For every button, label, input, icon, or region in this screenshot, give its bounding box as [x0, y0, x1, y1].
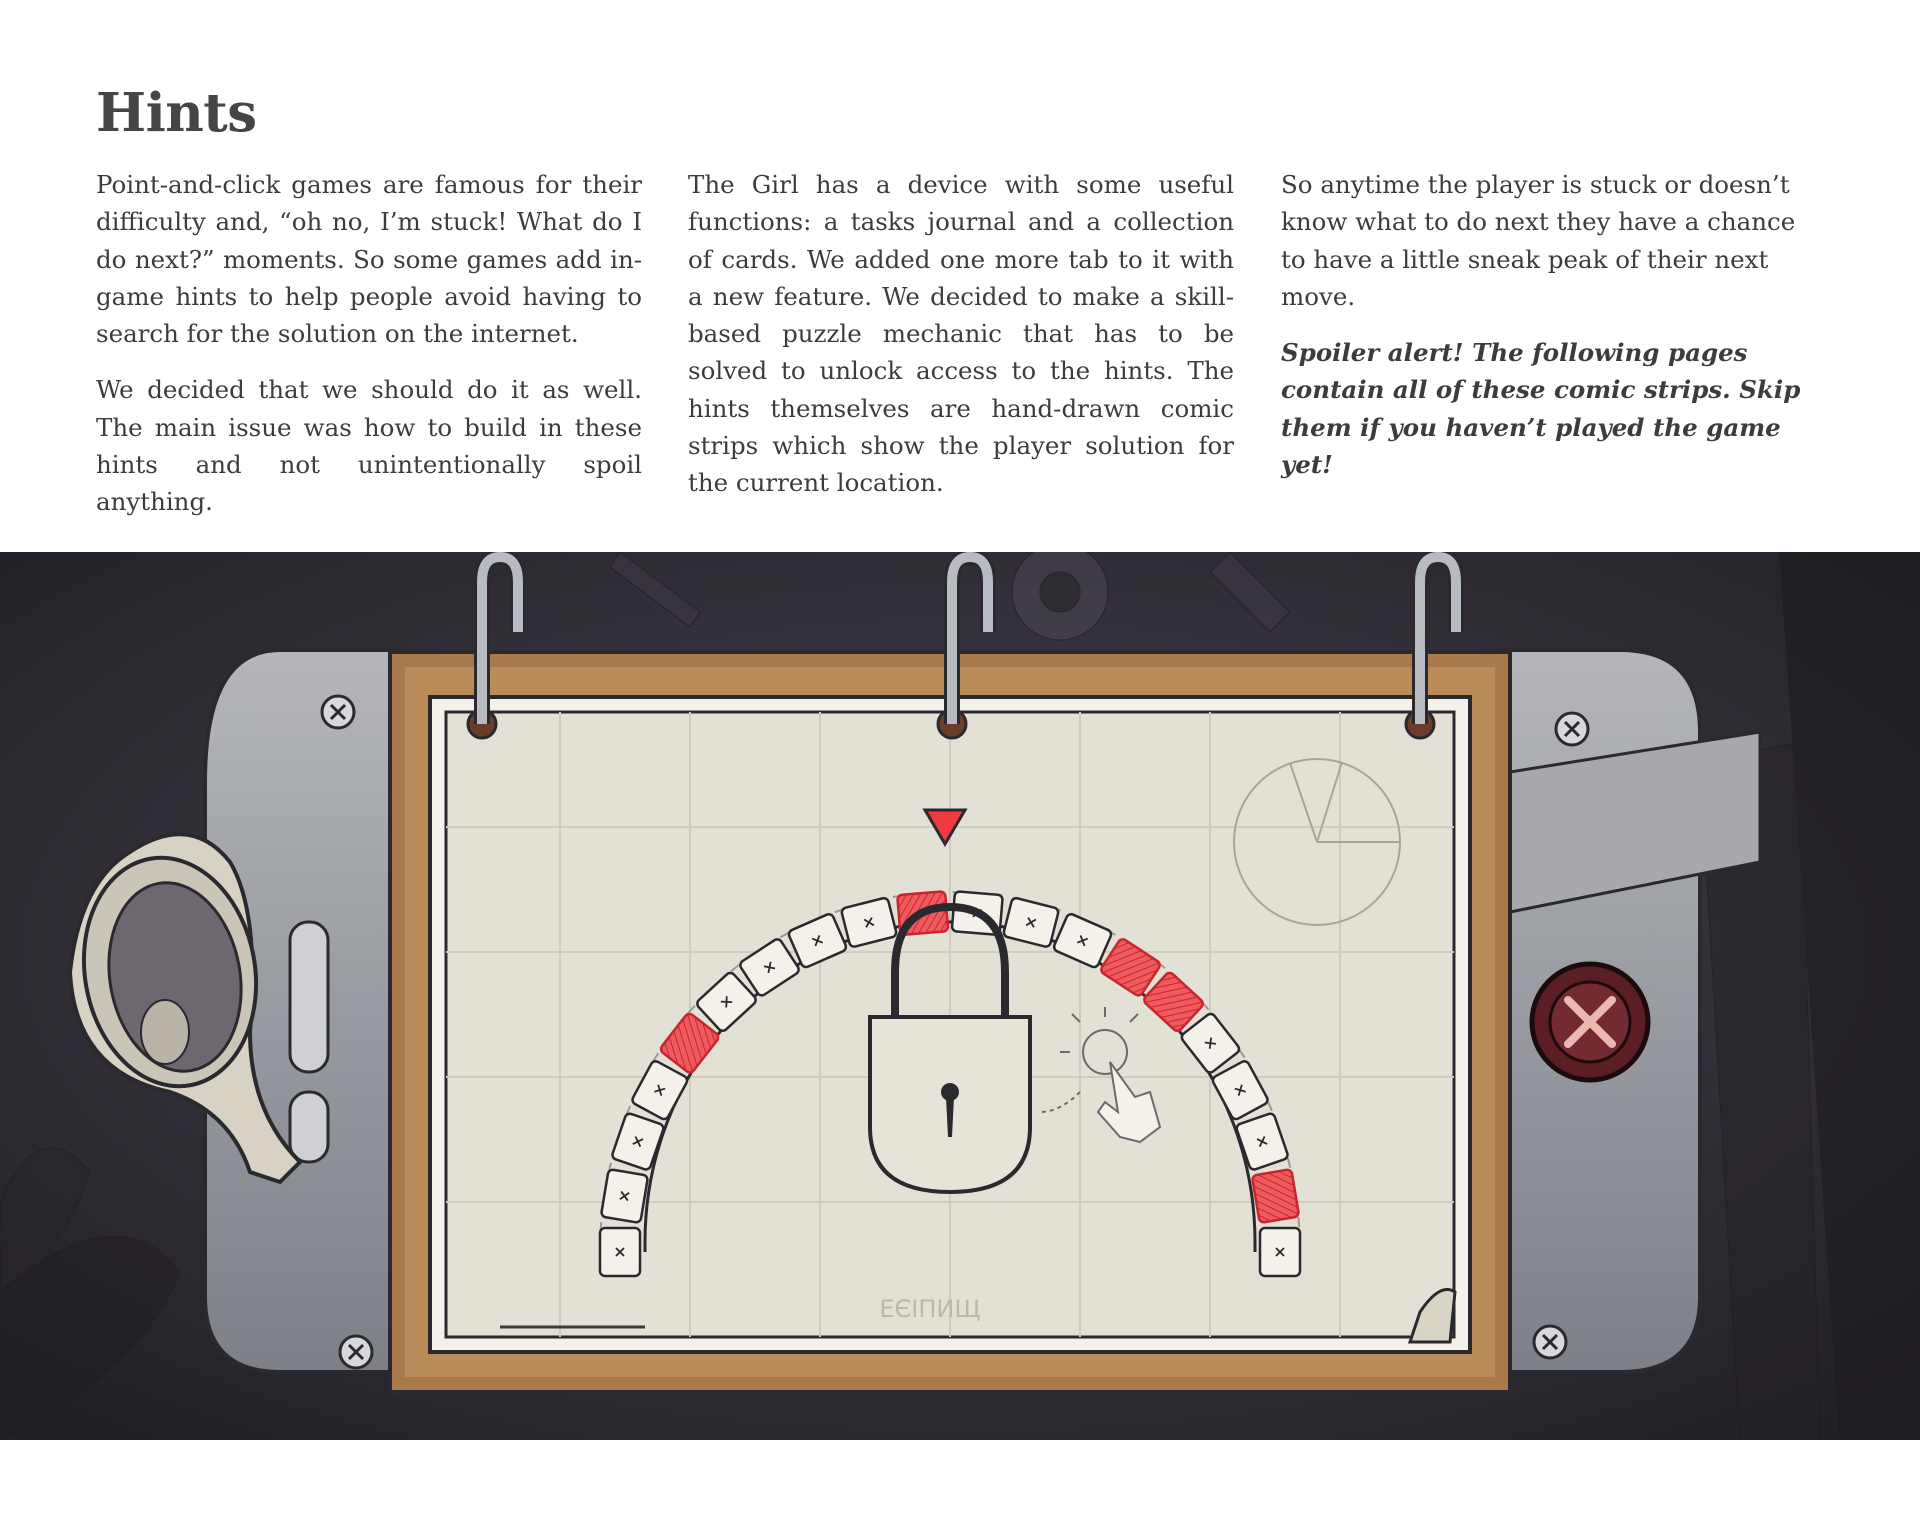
puzzle-card [1260, 1228, 1300, 1276]
paragraph: Point-and-click games are famous for their difficulty and, “oh no, I’m stuck! What do I do next?” moments. So some games add in-game hints to help people avoid having to search for the solution on the internet. [96, 170, 642, 349]
puzzle-card [601, 1169, 648, 1223]
game-screenshot-illustration [0, 552, 1920, 1440]
text-column-3 [1281, 166, 1827, 502]
text-column-2 [688, 166, 1234, 521]
puzzle-card [600, 1228, 640, 1276]
paragraph: So anytime the player is stuck or doesn’t know what to do next they have a chance to have a little sneak peak of their next move. [1281, 170, 1796, 311]
puzzle-card-red [1252, 1169, 1299, 1223]
paper-glyphs: ЕЄΙПИЩ [879, 1295, 981, 1323]
page-title: Hints [96, 82, 257, 144]
hint-button[interactable] [1532, 964, 1648, 1080]
spoiler-alert: Spoiler alert! The following pages contain all of these comic strips. Skip them if you haven’t played the game yet! [1281, 338, 1801, 480]
paragraph: The Girl has a device with some useful functions: a tasks journal and a collection of cards. We added one more tab to it with a new feature. We decided to make a skill-based puzzle mechanic that has to be solved to unlock access to the hints. The hints themselves are hand-drawn comic strips which show the player solution for the current location. [688, 170, 1234, 498]
paragraph: We decided that we should do it as well. The main issue was how to build in these hints and not unintentionally spoil anything. [96, 375, 642, 517]
text-column-1 [96, 166, 642, 540]
